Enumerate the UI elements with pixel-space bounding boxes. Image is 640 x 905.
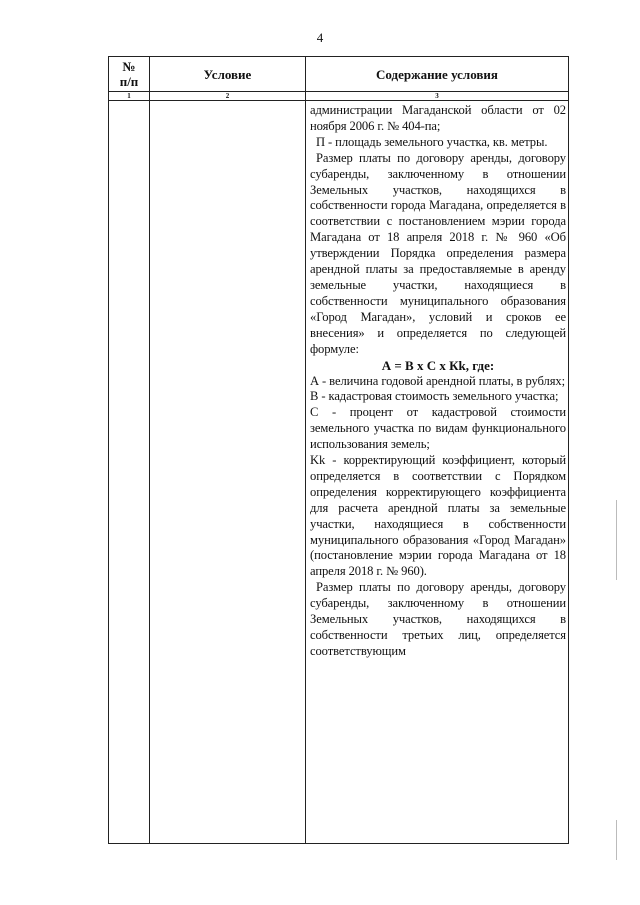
paragraph-var-kk: Kk - корректирующий коэффициент, который определяется в соответствии с Порядком определения корректирующего коэффициента для расчета арендной платы за земельные участки, находящиеся в собственности муниципального образования «Город Магадан» (постановление мэрии города Магадана от 18 апреля 2018 г. № 960). [310, 453, 566, 579]
scan-artifact-line [616, 820, 617, 860]
paragraph-city-rent: Размер платы по договору аренды, договору субаренды, заключенному в отношении Земельных участков, находящихся в собственности города Магадана, определяется в соответствии с постановлением мэрии города Магадана от 18 апреля 2018 г. № 960 «Об утверждении Порядка определения размера арендной платы за предоставляемые в аренду земельные участки, находящиеся в собственности муниципального образования «Город Магадан», условий и сроков ее внесения» и определяется по следующей формуле: [310, 150, 566, 356]
table-header-row [109, 57, 569, 92]
scan-artifact-line [616, 500, 617, 580]
page-number: 4 [316, 30, 324, 45]
rent-formula: А = В х С х Кk, где: [381, 357, 495, 373]
paragraph-area: П - площадь земельного участка, кв. метры. [316, 134, 548, 149]
column-index-3: 3 [306, 92, 569, 101]
paragraph-var-c: С - процент от кадастровой стоимости земельного участка по видам функционального использования земель; [310, 405, 566, 452]
condition-cell [150, 101, 306, 844]
content-cell [306, 101, 569, 844]
conditions-table [108, 56, 569, 844]
column-index-row [109, 92, 569, 101]
header-condition-content: Содержание условия [306, 57, 569, 92]
header-condition: Условие [150, 57, 306, 92]
column-index-1: 1 [109, 92, 150, 101]
header-number: № п/п [109, 57, 150, 92]
paragraph-continuation: администрации Магаданской области от 02 ноября 2006 г. № 404-па; [310, 103, 566, 133]
table-row [109, 101, 569, 844]
paragraph-var-a: А - величина годовой арендной платы, в рублях; [310, 373, 565, 388]
paragraph-third-party-rent: Размер платы по договору аренды, договору субаренды, заключенному в отношении Земельных участков, находящихся в собственности третьих лиц, определяется соответствующим [310, 580, 566, 658]
paragraph-var-b: В - кадастровая стоимость земельного участка; [310, 389, 559, 404]
column-index-2: 2 [150, 92, 306, 101]
number-cell [109, 101, 150, 844]
